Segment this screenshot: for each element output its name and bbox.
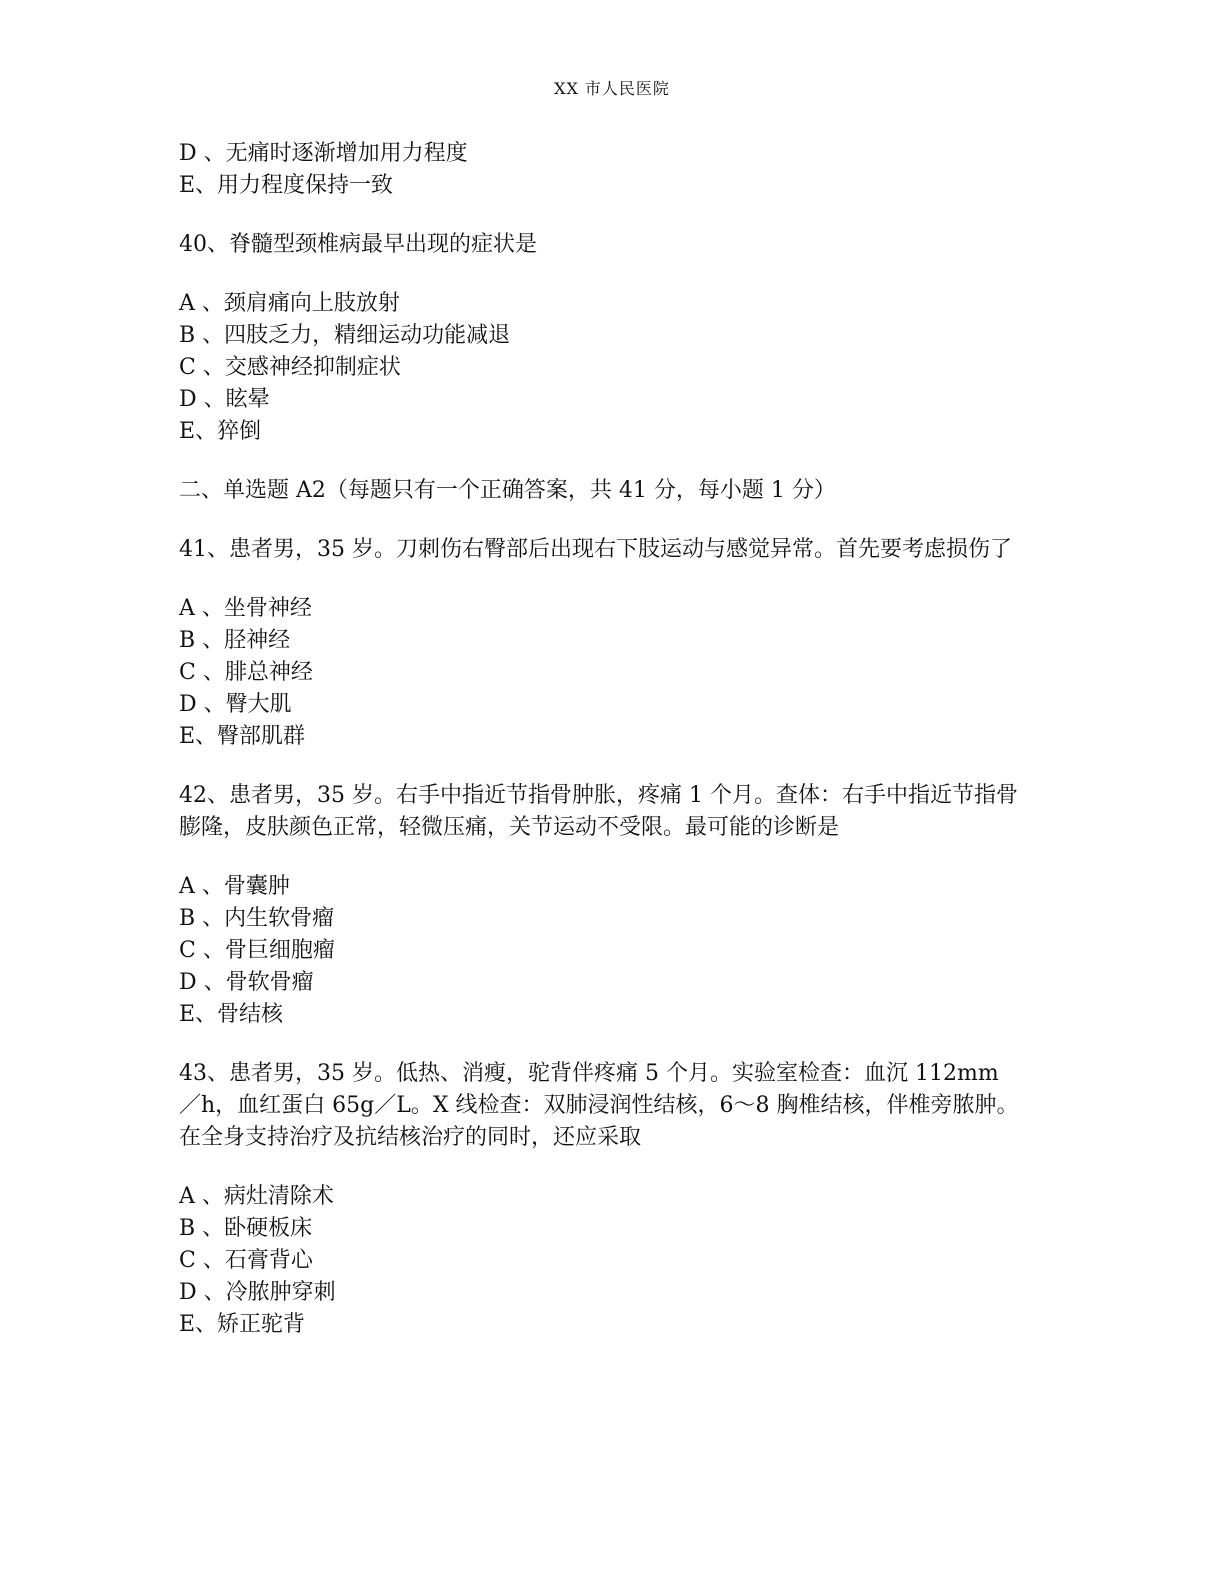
option-a: A 、颈肩痛向上肢放射	[179, 291, 400, 316]
option-e: E、用力程度保持一致	[179, 173, 394, 198]
section-heading: 二、单选题 A2（每题只有一个正确答案，共 41 分，每小题 1 分）	[179, 478, 836, 503]
option-c: C 、腓总神经	[179, 660, 313, 685]
question-42-stem: 42、患者男，35 岁。右手中指近节指骨肿胀，疼痛 1 个月。查体：右手中指近节指骨膨隆，皮肤颜色正常，轻微压痛，关节运动不受限。最可能的诊断是	[179, 783, 1018, 840]
option-e: E、矫正驼背	[179, 1312, 306, 1337]
option-a: A 、坐骨神经	[179, 596, 312, 621]
option-d: D 、冷脓肿穿刺	[179, 1280, 336, 1305]
option-b: B 、四肢乏力，精细运动功能减退	[179, 323, 511, 348]
question-40-stem: 40、脊髓型颈椎病最早出现的症状是	[179, 232, 537, 257]
question-41-options	[179, 593, 1029, 753]
option-b: B 、胫神经	[179, 628, 291, 653]
option-c: C 、交感神经抑制症状	[179, 355, 401, 380]
page-header: XX 市人民医院	[554, 79, 670, 98]
option-a: A 、病灶清除术	[179, 1184, 334, 1209]
option-c: C 、骨巨细胞瘤	[179, 938, 335, 963]
option-d: D 、骨软骨瘤	[179, 970, 314, 995]
option-e: E、臀部肌群	[179, 724, 306, 749]
question-43-stem: 43、患者男，35 岁。低热、消瘦，驼背伴疼痛 5 个月。实验室检查：血沉 112mm／h，血红蛋白 65g／L。X 线检查：双肺浸润性结核，6～8 胸椎结核，伴椎旁脓肿。在全身支持治疗及抗结核治疗的同时，还应采取	[179, 1061, 1019, 1150]
option-e: E、猝倒	[179, 419, 262, 444]
question-40-options	[179, 288, 1029, 448]
option-d: D 、臀大肌	[179, 692, 292, 717]
option-d: D 、眩晕	[179, 387, 270, 412]
option-d: D 、无痛时逐渐增加用力程度	[179, 141, 468, 166]
previous-question-options	[179, 138, 1029, 202]
option-a: A 、骨囊肿	[179, 874, 290, 899]
option-b: B 、内生软骨瘤	[179, 906, 335, 931]
option-c: C 、石膏背心	[179, 1248, 313, 1273]
option-e: E、骨结核	[179, 1002, 284, 1027]
question-43-options	[179, 1181, 1029, 1341]
question-41-stem: 41、患者男，35 岁。刀刺伤右臀部后出现右下肢运动与感觉异常。首先要考虑损伤了	[179, 537, 1012, 562]
question-42-options	[179, 871, 1029, 1031]
document-body	[179, 138, 1029, 1341]
option-b: B 、卧硬板床	[179, 1216, 313, 1241]
